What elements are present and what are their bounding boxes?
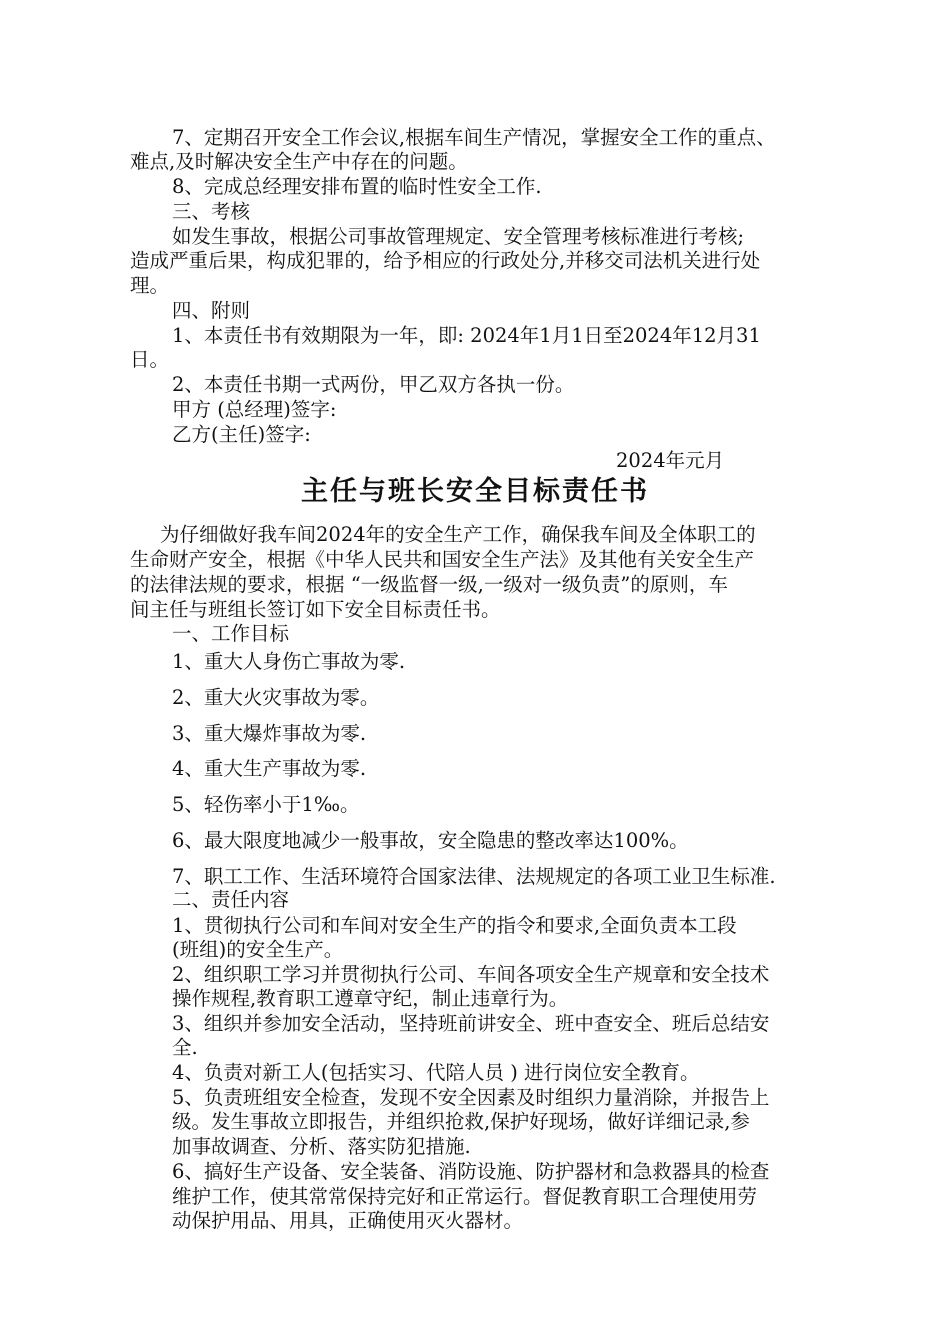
assessment-line-2: 造成严重后果，构成犯罪的，给予相应的行政处分,并移交司法机关进行处 [130, 249, 761, 272]
duty-5-line-2: 级。发生事故立即报告，并组织抢救,保护好现场，做好详细记录,参 [172, 1110, 750, 1133]
duty-3-line-2: 全. [172, 1036, 198, 1059]
duty-5-line-3: 加事故调查、分析、落实防犯措施. [172, 1135, 471, 1158]
party-a-signature: 甲方 (总经理)签字: [172, 398, 337, 421]
document-title: 主任与班长安全目标责任书 [301, 476, 649, 507]
rule-2: 2、本责任书期一式两份，甲乙双方各执一份。 [172, 373, 575, 396]
item-8: 8、完成总经理安排布置的临时性安全工作. [172, 175, 542, 198]
goal-item: 6、最大限度地减少一般事故，安全隐患的整改率达100%。 [172, 829, 689, 852]
assessment-line-3: 理。 [130, 274, 170, 297]
rule-1-line-2: 日。 [130, 348, 170, 371]
party-b-signature: 乙方(主任)签字: [172, 423, 311, 446]
heading-responsibilities: 二、责任内容 [172, 888, 290, 911]
intro-line-4: 间主任与班组长签订如下安全目标责任书。 [130, 598, 501, 621]
intro-line-2: 生命财产安全，根据《中华人民共和国安全生产法》及其他有关安全生产 [130, 548, 755, 571]
duty-2-line-2: 操作规程,教育职工遵章守纪，制止违章行为。 [172, 987, 569, 1010]
duty-3-line-1: 3、组织并参加安全活动，坚持班前讲安全、班中查安全、班后总结安 [172, 1012, 770, 1035]
duty-2-line-1: 2、组织职工学习并贯彻执行公司、车间各项安全生产规章和安全技术 [172, 963, 770, 986]
goal-item: 7、职工工作、生活环境符合国家法律、法规规定的各项工业卫生标准. [172, 865, 776, 888]
goal-item: 5、轻伤率小于1‰。 [172, 793, 360, 816]
intro-line-3: 的法律法规的要求，根据 “一级监督一级,一级对一级负责”的原则，车 [130, 573, 728, 596]
heading-assessment: 三、考核 [172, 200, 251, 223]
goal-item: 2、重大火灾事故为零。 [172, 686, 380, 709]
heading-work-goals: 一、工作目标 [172, 622, 290, 645]
goal-item: 4、重大生产事故为零. [172, 757, 367, 780]
assessment-line-1: 如发生事故，根据公司事故管理规定、安全管理考核标准进行考核; [172, 225, 745, 248]
item-7-line-1: 7、定期召开安全工作会议,根据车间生产情况，掌握安全工作的重点、 [172, 126, 776, 149]
date: 2024年元月 [616, 449, 725, 472]
intro-line-1: 为仔细做好我车间2024年的安全生产工作，确保我车间及全体职工的 [160, 523, 756, 546]
duty-1-line-1: 1、贯彻执行公司和车间对安全生产的指令和要求,全面负责本工段 [172, 914, 737, 937]
duty-1-line-2: (班组)的安全生产。 [172, 938, 344, 961]
item-7-line-2: 难点,及时解决安全生产中存在的问题。 [130, 150, 468, 173]
heading-appendix: 四、附则 [172, 299, 251, 322]
goal-item: 1、重大人身伤亡事故为零. [172, 650, 406, 673]
duty-6-line-1: 6、搞好生产设备、安全装备、消防设施、防护器材和急救器具的检查 [172, 1160, 770, 1183]
duty-6-line-2: 维护工作，使其常常保持完好和正常运行。督促教育职工合理使用劳 [172, 1185, 758, 1208]
duty-4: 4、负责对新工人(包括实习、代陪人员 ) 进行岗位安全教育。 [172, 1061, 700, 1084]
duty-5-line-1: 5、负责班组安全检查，发现不安全因素及时组织力量消除，并报告上 [172, 1086, 770, 1109]
duty-6-line-3: 动保护用品、用具，正确使用灭火器材。 [172, 1209, 524, 1232]
rule-1-line-1: 1、本责任书有效期限为一年，即: 2024年1月1日至2024年12月31 [172, 324, 761, 347]
goal-item: 3、重大爆炸事故为零. [172, 722, 367, 745]
